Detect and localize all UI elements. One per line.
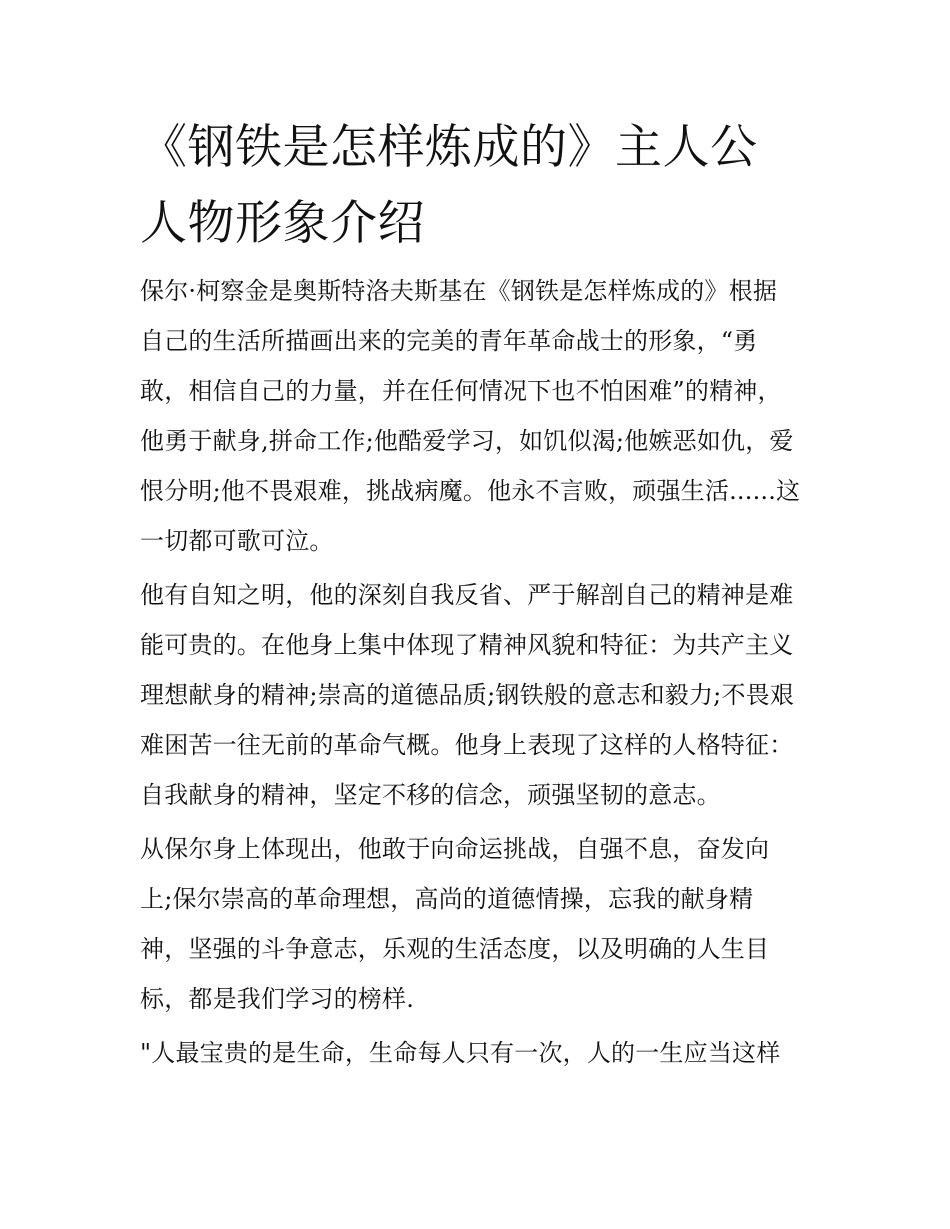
paragraph-4 — [140, 1028, 820, 1078]
text-line: 恨分明;他不畏艰难，挑战病魔。他永不言败，顽强生活......这 — [140, 477, 801, 505]
text-line: 能可贵的。在他身上集中体现了精神风貌和特征：为共产主义 — [140, 631, 794, 659]
text-line: 难困苦一往无前的革命气概。他身上表现了这样的人格特征： — [140, 731, 794, 759]
text-line: 自我献身的精神，坚定不移的信念，顽强坚韧的意志。 — [140, 781, 721, 809]
document-page — [140, 110, 820, 1082]
title-line-2: 人物形象介绍 — [140, 196, 425, 251]
text-line: 他有自知之明，他的深刻自我反省、严于解剖自己的精神是难 — [140, 581, 794, 609]
text-line: 上;保尔崇高的革命理想，高尚的道德情操，忘我的献身精 — [140, 885, 754, 913]
text-line: 神，坚强的斗争意志，乐观的生活态度，以及明确的人生目 — [140, 935, 770, 963]
title-line-1: 《钢铁是怎样炼成的》主人公 — [140, 120, 758, 175]
text-line: 理想献身的精神;崇高的道德品质;钢铁般的意志和毅力;不畏艰 — [140, 681, 795, 709]
paragraph-2 — [140, 570, 820, 820]
text-line: 标，都是我们学习的榜样. — [140, 985, 415, 1013]
paragraph-3 — [140, 824, 820, 1024]
text-line: 一切都可歌可泣。 — [140, 527, 334, 555]
text-line: 敢，相信自己的力量，并在任何情况下也不怕困难”的精神， — [140, 377, 782, 405]
text-line: 保尔·柯察金是奥斯特洛夫斯基在《钢铁是怎样炼成的》根据 — [140, 277, 778, 305]
text-line: 从保尔身上体现出，他敢于向命运挑战，自强不息，奋发向 — [140, 835, 770, 863]
document-title — [140, 110, 820, 262]
text-line: 自己的生活所描画出来的完美的青年革命战士的形象，“勇 — [140, 327, 758, 355]
text-line: "人最宝贵的是生命，生命每人只有一次，人的一生应当这样 — [140, 1039, 781, 1067]
paragraph-1 — [140, 266, 820, 566]
text-line: 他勇于献身,拼命工作;他酷爱学习，如饥似渴;他嫉恶如仇，爱 — [140, 427, 794, 455]
